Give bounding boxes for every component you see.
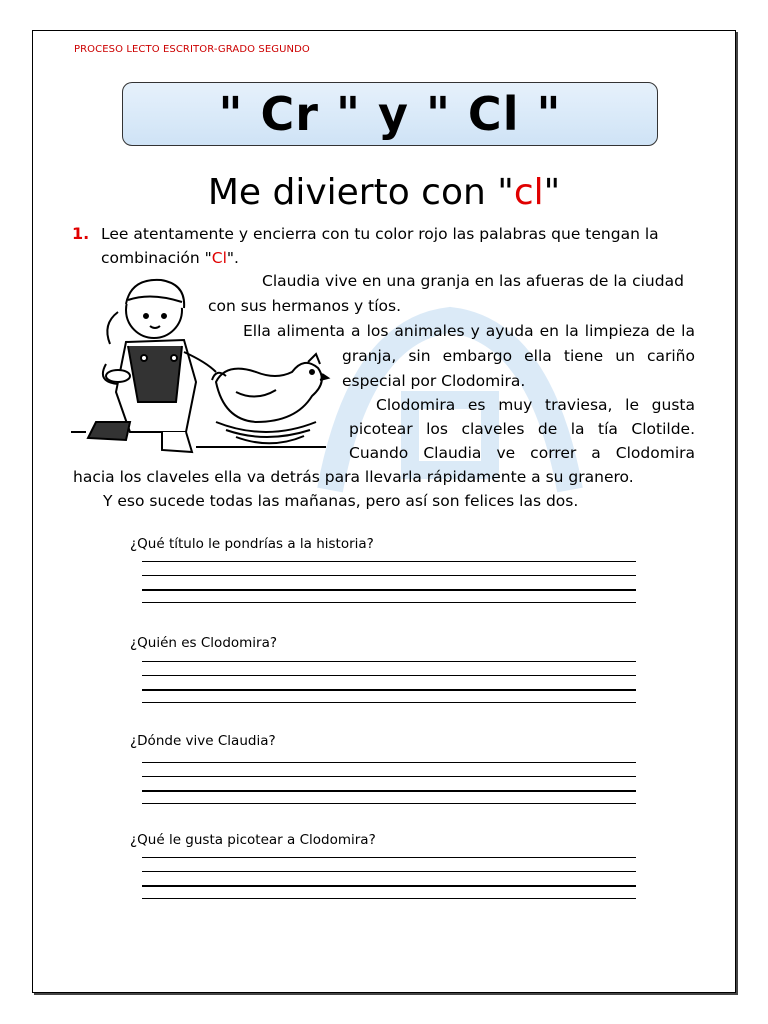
question-3-label: ¿Dónde vive Claudia? <box>130 733 276 749</box>
answer-box-3[interactable] <box>142 762 636 804</box>
page-subtitle <box>0 172 768 213</box>
story-line-6: Clodomira es muy traviesa, le gusta <box>376 396 695 414</box>
story-line-9: hacia los claveles ella va detrás para llevarla rápidamente a su granero. <box>73 468 634 486</box>
story-line-1: Claudia vive en una granja en las afueras de la ciudad <box>262 272 684 290</box>
answer-box-2[interactable] <box>142 661 636 703</box>
title-banner <box>122 82 658 146</box>
subtitle-after: " <box>543 172 561 213</box>
story-line-5: especial por Clodomira. <box>342 372 526 390</box>
question-4-label: ¿Qué le gusta picotear a Clodomira? <box>130 832 376 848</box>
instruction-text: combinación " <box>101 249 212 267</box>
answer-box-4[interactable] <box>142 857 636 899</box>
story-line-3: Ella alimenta a los animales y ayuda en la limpieza de la <box>243 322 695 340</box>
story-line-2: con sus hermanos y tíos. <box>208 297 401 315</box>
story-line-7: picotear los claveles de la tía Clotilde. <box>349 420 695 438</box>
story-line-10: Y eso sucede todas las mañanas, pero así son felices las dos. <box>103 492 579 510</box>
story-line-8: Cuando Claudia ve correr a Clodomira <box>349 444 695 462</box>
header-note: PROCESO LECTO ESCRITOR-GRADO SEGUNDO <box>74 44 310 55</box>
instruction-number: 1. <box>72 224 90 243</box>
instruction-text-end: ". <box>226 249 239 267</box>
instruction-highlight: Cl <box>211 249 227 267</box>
instruction-line-1: Lee atentamente y encierra con tu color rojo las palabras que tengan la <box>101 225 659 243</box>
question-1-label: ¿Qué título le pondrías a la historia? <box>130 536 374 552</box>
story-line-4: granja, sin embargo ella tiene un cariño <box>342 347 695 365</box>
instruction-line-2 <box>101 246 239 271</box>
question-2-label: ¿Quién es Clodomira? <box>130 635 278 651</box>
subtitle-before: Me divierto con " <box>207 172 514 213</box>
title-text: " Cr " y " Cl " <box>218 87 562 141</box>
subtitle-highlight: cl <box>513 172 544 213</box>
answer-box-1[interactable] <box>142 561 636 603</box>
